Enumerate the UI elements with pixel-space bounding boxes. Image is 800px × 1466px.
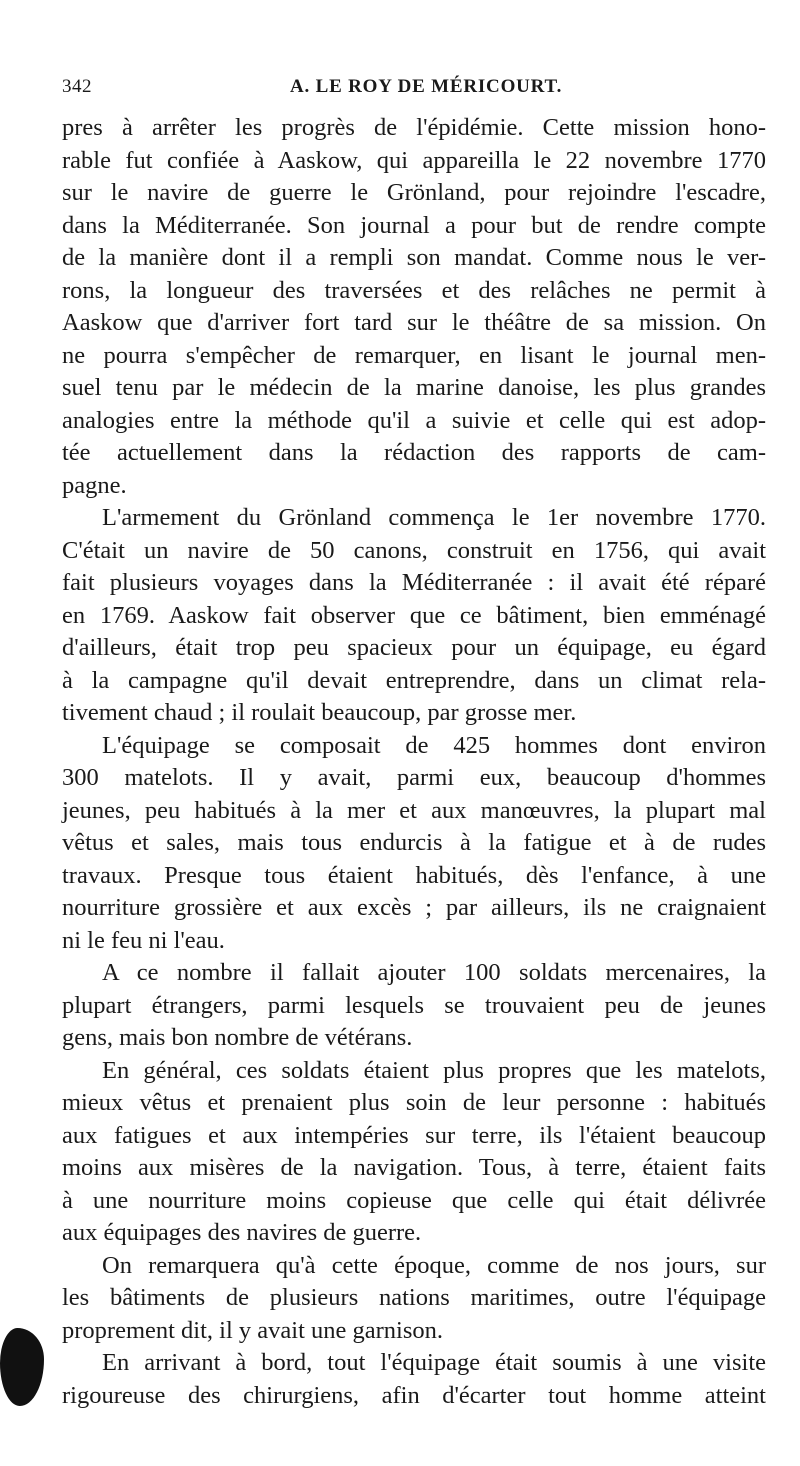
ink-blot-mark bbox=[0, 1328, 44, 1406]
text-line: analogies entre la méthode qu'il a suivie et celle qui est adop- bbox=[62, 406, 766, 434]
text-line: rigoureuse des chirurgiens, afin d'écarter tout homme atteint bbox=[62, 1381, 766, 1409]
text-line: aux équipages des navires de guerre. bbox=[62, 1219, 422, 1246]
text-line: tivement chaud ; il roulait beaucoup, par grosse mer. bbox=[62, 699, 577, 726]
text-line: rons, la longueur des traversées et des relâches ne permit à bbox=[62, 276, 766, 304]
text-line: fait plusieurs voyages dans la Méditerranée : il avait été réparé bbox=[62, 569, 766, 596]
paragraph bbox=[62, 1055, 766, 1250]
body-text bbox=[62, 112, 766, 1412]
text-line: A ce nombre il fallait ajouter 100 soldats mercenaires, la bbox=[102, 959, 766, 986]
text-line: gens, mais bon nombre de vétérans. bbox=[62, 1024, 413, 1051]
text-line: suel tenu par le médecin de la marine danoise, les plus grandes bbox=[62, 374, 766, 401]
text-line: pres à arrêter les progrès de l'épidémie. Cette mission hono- bbox=[62, 114, 766, 141]
text-line: à la campagne qu'il devait entreprendre, dans un climat rela- bbox=[62, 666, 766, 694]
text-line: On remarquera qu'à cette époque, comme de nos jours, sur bbox=[102, 1251, 766, 1279]
paragraph bbox=[62, 1347, 766, 1412]
text-line: 300 matelots. Il y avait, parmi eux, beaucoup d'hommes bbox=[62, 764, 766, 791]
running-head: A. LE ROY DE MÉRICOURT. bbox=[290, 76, 563, 97]
text-line: L'équipage se composait de 425 hommes dont environ bbox=[102, 731, 766, 759]
text-line: rable fut confiée à Aaskow, qui appareilla le 22 novembre 1770 bbox=[62, 146, 766, 174]
paragraph bbox=[62, 957, 766, 1055]
paragraph bbox=[62, 730, 766, 958]
text-line: dans la Méditerranée. Son journal a pour but de rendre compte bbox=[62, 211, 766, 239]
text-line: jeunes, peu habitués à la mer et aux manœuvres, la plupart mal bbox=[62, 796, 766, 824]
text-line: à une nourriture moins copieuse que celle qui était délivrée bbox=[62, 1186, 766, 1214]
page-number: 342 bbox=[62, 76, 92, 97]
text-line: L'armement du Grönland commença le 1er novembre 1770. bbox=[102, 504, 766, 531]
text-line: moins aux misères de la navigation. Tous, à terre, étaient faits bbox=[62, 1154, 766, 1181]
text-line: ne pourra s'empêcher de remarquer, en lisant le journal men- bbox=[62, 341, 766, 369]
paragraph bbox=[62, 502, 766, 730]
text-line: travaux. Presque tous étaient habitués, dès l'enfance, à une bbox=[62, 861, 766, 889]
text-line: En général, ces soldats étaient plus propres que les matelots, bbox=[102, 1056, 766, 1084]
text-line: en 1769. Aaskow fait observer que ce bâtiment, bien emménagé bbox=[62, 601, 766, 629]
text-line: proprement dit, il y avait une garnison. bbox=[62, 1316, 444, 1344]
text-line: pagne. bbox=[62, 471, 127, 499]
text-line: de la manière dont il a rempli son mandat. Comme nous le ver- bbox=[62, 244, 766, 271]
text-line: d'ailleurs, était trop peu spacieux pour un équipage, eu égard bbox=[62, 634, 766, 661]
text-line: vêtus et sales, mais tous endurcis à la fatigue et à de rudes bbox=[62, 829, 766, 856]
text-line: les bâtiments de plusieurs nations maritimes, outre l'équipage bbox=[62, 1284, 766, 1311]
text-line: nourriture grossière et aux excès ; par ailleurs, ils ne craignaient bbox=[62, 894, 766, 921]
text-line: Aaskow que d'arriver fort tard sur le théâtre de sa mission. On bbox=[62, 309, 766, 336]
text-line: ni le feu ni l'eau. bbox=[62, 926, 225, 954]
text-line: C'était un navire de 50 canons, construit en 1756, qui avait bbox=[62, 536, 766, 564]
text-line: tée actuellement dans la rédaction des rapports de cam- bbox=[62, 439, 766, 466]
text-line: aux fatigues et aux intempéries sur terre, ils l'étaient beaucoup bbox=[62, 1121, 766, 1149]
text-line: plupart étrangers, parmi lesquels se trouvaient peu de jeunes bbox=[62, 991, 766, 1019]
paragraph bbox=[62, 112, 766, 502]
page-header bbox=[62, 72, 762, 106]
text-line: mieux vêtus et prenaient plus soin de leur personne : habitués bbox=[62, 1089, 766, 1116]
text-line: En arrivant à bord, tout l'équipage était soumis à une visite bbox=[102, 1349, 766, 1376]
paragraph bbox=[62, 1250, 766, 1348]
text-line: sur le navire de guerre le Grönland, pour rejoindre l'escadre, bbox=[62, 179, 766, 206]
